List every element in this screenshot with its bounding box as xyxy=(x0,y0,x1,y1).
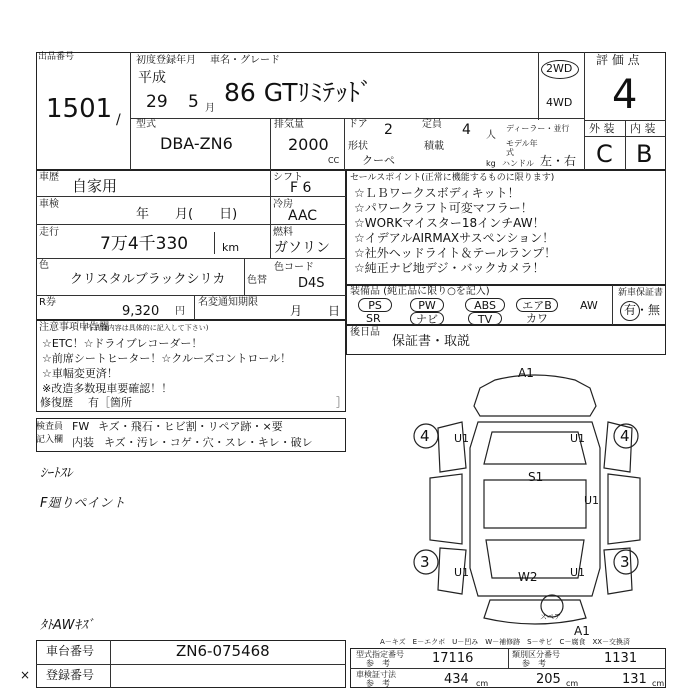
handle-label: ハンドル xyxy=(502,159,534,168)
color-value: クリスタルブラックシリカ xyxy=(70,272,226,287)
after-items-label: 後日品 xyxy=(350,327,380,338)
repair-value: 有［箇所 xyxy=(88,396,132,409)
repair-close: ］ xyxy=(336,396,347,409)
notes-label: 注意事項申告欄 xyxy=(39,322,109,333)
reg-year: 29 xyxy=(146,92,168,112)
divider xyxy=(36,224,346,225)
selling-points-title: セールスポイント(正常に機能するものに限ります) xyxy=(350,173,555,183)
divider xyxy=(584,52,585,170)
lot-number: 1501 xyxy=(46,94,113,124)
selling-point: ☆純正ナビ地デジ・バックカメラ！ xyxy=(354,261,545,275)
equip-aw: AW xyxy=(580,299,598,312)
equip-tv: TV xyxy=(468,312,502,325)
fuel-value: ガソリン xyxy=(274,240,330,256)
car-name: 86 GTﾘﾐﾃｯﾄﾞ xyxy=(224,78,373,107)
width-unit: cm xyxy=(566,679,579,688)
equip-pw: PW xyxy=(410,298,444,312)
swap-label: 色替 xyxy=(247,275,267,286)
divider xyxy=(584,136,666,137)
damage-u1: U1 xyxy=(570,566,586,579)
length-unit: cm xyxy=(476,679,489,688)
new-warranty-label: 新車保証書 xyxy=(618,288,664,298)
equip-abs: ABS xyxy=(465,298,505,312)
history-value: 自家用 xyxy=(72,177,118,195)
wheel-grade: 3 xyxy=(420,553,430,571)
damage-w2: W2 xyxy=(518,570,538,584)
divider xyxy=(270,118,271,170)
category-label: 類別区分番号 xyxy=(512,650,560,659)
selling-point: ☆パワークラフト可変マフラー！ xyxy=(354,201,533,215)
era: 平成 xyxy=(138,70,166,86)
inspector-row1-prefix: FW xyxy=(72,420,90,433)
damage-u1: U1 xyxy=(570,432,586,445)
shape-label: 形状 xyxy=(348,141,368,152)
disp-unit: CC xyxy=(328,156,340,165)
divider xyxy=(110,640,111,688)
ext-label: 外 装 xyxy=(589,122,615,135)
damage-legend: A－キズ E－エクボ U－凹み W－補修跡 S－サビ C－腐食 XX－交換済 xyxy=(380,638,631,646)
note-line: ※改造多数現車要確認！！ xyxy=(42,382,173,395)
ac-value: AAC xyxy=(288,208,318,224)
shift-value: F 6 xyxy=(290,180,312,196)
colorcode-value: D4S xyxy=(298,276,325,291)
shift-label: シフト xyxy=(273,172,303,183)
cap-unit: 人 xyxy=(486,130,496,141)
category-ref: 参 考 xyxy=(522,659,546,668)
note-line: ☆車幅変更済！ xyxy=(42,367,118,380)
handwritten-note: F廻りペイント xyxy=(40,496,126,511)
divider xyxy=(350,668,666,669)
inspector-row2-prefix: 内装 xyxy=(72,436,94,449)
damage-u1: U1 xyxy=(454,432,470,445)
door-value: 2 xyxy=(384,122,393,138)
door-label: ドア xyxy=(348,119,368,130)
inspector-label-1: 検査員 xyxy=(36,422,64,432)
storage-month: 月 xyxy=(290,304,303,318)
load-label: 積載 xyxy=(424,141,444,152)
ac-label: 冷房 xyxy=(273,199,293,210)
mileage-value: 7万4千330 xyxy=(100,234,189,254)
recycle-label: R券 xyxy=(39,297,56,308)
height-value: 131 xyxy=(622,672,647,687)
divider xyxy=(36,295,346,296)
reg-label: 初度登録年月 xyxy=(136,55,196,66)
divider xyxy=(344,118,345,170)
handwritten-note: ｼｰﾄｽﾚ xyxy=(40,466,73,481)
inspector-label-2: 記入欄 xyxy=(36,435,64,445)
after-items-value: 保証書・取説 xyxy=(392,334,471,349)
damage-a1-rear: A1 xyxy=(574,624,590,638)
divider xyxy=(538,52,539,120)
inspector-row1: キズ・飛石・ヒビ割・リペア跡・×要 xyxy=(98,420,283,433)
car-diagram xyxy=(400,368,670,630)
recycle-unit: 円 xyxy=(175,306,185,317)
shape-value: クーペ xyxy=(362,154,395,167)
int-label: 内 装 xyxy=(630,122,656,135)
colorcode-label: 色コード xyxy=(274,262,314,273)
designation-value: 17116 xyxy=(432,651,474,666)
length-ref: 参 考 xyxy=(366,679,390,688)
score-value: 4 xyxy=(612,72,638,118)
equip-leather: カワ xyxy=(526,312,548,325)
selling-points-list xyxy=(354,186,556,276)
length-value: 434 xyxy=(444,672,469,687)
cross-mark: × xyxy=(20,668,31,682)
wheel-grade: 4 xyxy=(620,427,630,445)
month-unit: 月 xyxy=(205,103,215,114)
divider xyxy=(36,664,346,665)
registration-label: 登録番号 xyxy=(46,668,95,682)
length-label: 車検証寸法 xyxy=(356,670,396,679)
divider xyxy=(214,232,215,254)
divider xyxy=(244,258,245,295)
recycle-value: 9,320 xyxy=(122,304,160,319)
new-warranty-value: 有・無 xyxy=(624,303,661,317)
handwritten-note: ﾀﾄAWｷｽﾞ xyxy=(40,618,95,633)
divider xyxy=(625,120,626,170)
damage-u1: U1 xyxy=(584,494,600,507)
dealer-label: ディーラー・並行 xyxy=(506,124,570,133)
notes-list xyxy=(42,336,291,396)
designation-label: 型式指定番号 xyxy=(356,650,404,659)
wheel-grade: 3 xyxy=(620,553,630,571)
fuel-label: 燃料 xyxy=(273,227,293,238)
divider xyxy=(612,285,613,325)
drive-4wd: 4WD xyxy=(546,96,573,109)
divider xyxy=(36,258,346,259)
score-label: 評 価 点 xyxy=(596,53,640,67)
equip-ps: PS xyxy=(358,298,392,312)
selling-point: ☆イデアルAIRMAXサスペンション！ xyxy=(354,231,555,245)
mileage-unit: km xyxy=(222,241,240,254)
color-label: 色 xyxy=(39,260,49,271)
equip-navi: ナビ xyxy=(410,312,444,325)
repair-label: 修復歴 xyxy=(40,396,73,409)
designation-ref: 参 考 xyxy=(366,659,390,668)
note-line: ☆ETC！☆ドライブレコーダー！ xyxy=(42,337,203,350)
storage-day: 日 xyxy=(328,304,341,318)
cap-value: 4 xyxy=(462,122,471,138)
divider xyxy=(270,170,271,258)
cap-label: 定員 xyxy=(422,119,442,130)
storage-label: 名変通知期限 xyxy=(198,297,258,308)
mileage-label: 走行 xyxy=(39,227,59,238)
reg-month: 5 xyxy=(188,92,199,112)
model-year-label: モデル年式 xyxy=(506,139,538,157)
model-label: 車名・グレード xyxy=(210,55,280,66)
type-value: DBA-ZN6 xyxy=(160,134,233,153)
category-value: 1131 xyxy=(604,651,638,666)
type-label: 型式 xyxy=(136,119,156,130)
disp-label: 排気量 xyxy=(274,119,304,130)
equip-sr: SR xyxy=(366,312,381,325)
wheel-grade: 4 xyxy=(420,427,430,445)
damage-a1-front: A1 xyxy=(518,366,534,380)
divider xyxy=(508,648,509,668)
inspection-value: 年 月( 日) xyxy=(136,207,238,222)
spare-label: スペア xyxy=(540,613,561,621)
handle-value: 左・右 xyxy=(540,154,577,168)
selling-point: ☆ＬＢワークスボディキット！ xyxy=(354,186,520,200)
chassis-label: 車台番号 xyxy=(46,644,95,658)
divider xyxy=(194,295,195,320)
lot-label: 出品番号 xyxy=(38,52,75,62)
selling-point: ☆社外ヘッドライト＆テールランプ！ xyxy=(354,246,557,260)
divider xyxy=(36,196,346,197)
ext-grade: C xyxy=(596,140,613,168)
divider xyxy=(130,52,131,170)
height-unit: cm xyxy=(652,679,665,688)
notes-sub: (不具合内容は具体的に記入して下さい) xyxy=(84,324,209,332)
new-warranty-circle xyxy=(620,301,640,321)
disp-value: 2000 xyxy=(288,135,329,154)
width-value: 205 xyxy=(536,672,561,687)
inspector-row2: キズ・汚レ・コゲ・穴・スレ・キレ・破レ xyxy=(104,436,313,449)
damage-u1: U1 xyxy=(454,566,470,579)
equipment-label: 装備品 (純正品に限り○を記入) xyxy=(350,286,490,297)
int-grade: B xyxy=(636,140,653,168)
drive-2wd: 2WD xyxy=(546,62,573,75)
equip-airbag: エアB xyxy=(516,298,558,312)
history-label: 車歴 xyxy=(39,172,59,183)
chassis-value: ZN6-075468 xyxy=(176,642,270,660)
inspection-label: 車検 xyxy=(39,199,59,210)
damage-s1: S1 xyxy=(528,470,544,484)
tick-mark: / xyxy=(116,112,121,128)
note-line: ☆前席シートヒーター！☆クルーズコントロール！ xyxy=(42,352,292,365)
selling-point: ☆WORKマイスター18インチAW！ xyxy=(354,216,545,230)
load-unit: kg xyxy=(486,159,496,168)
